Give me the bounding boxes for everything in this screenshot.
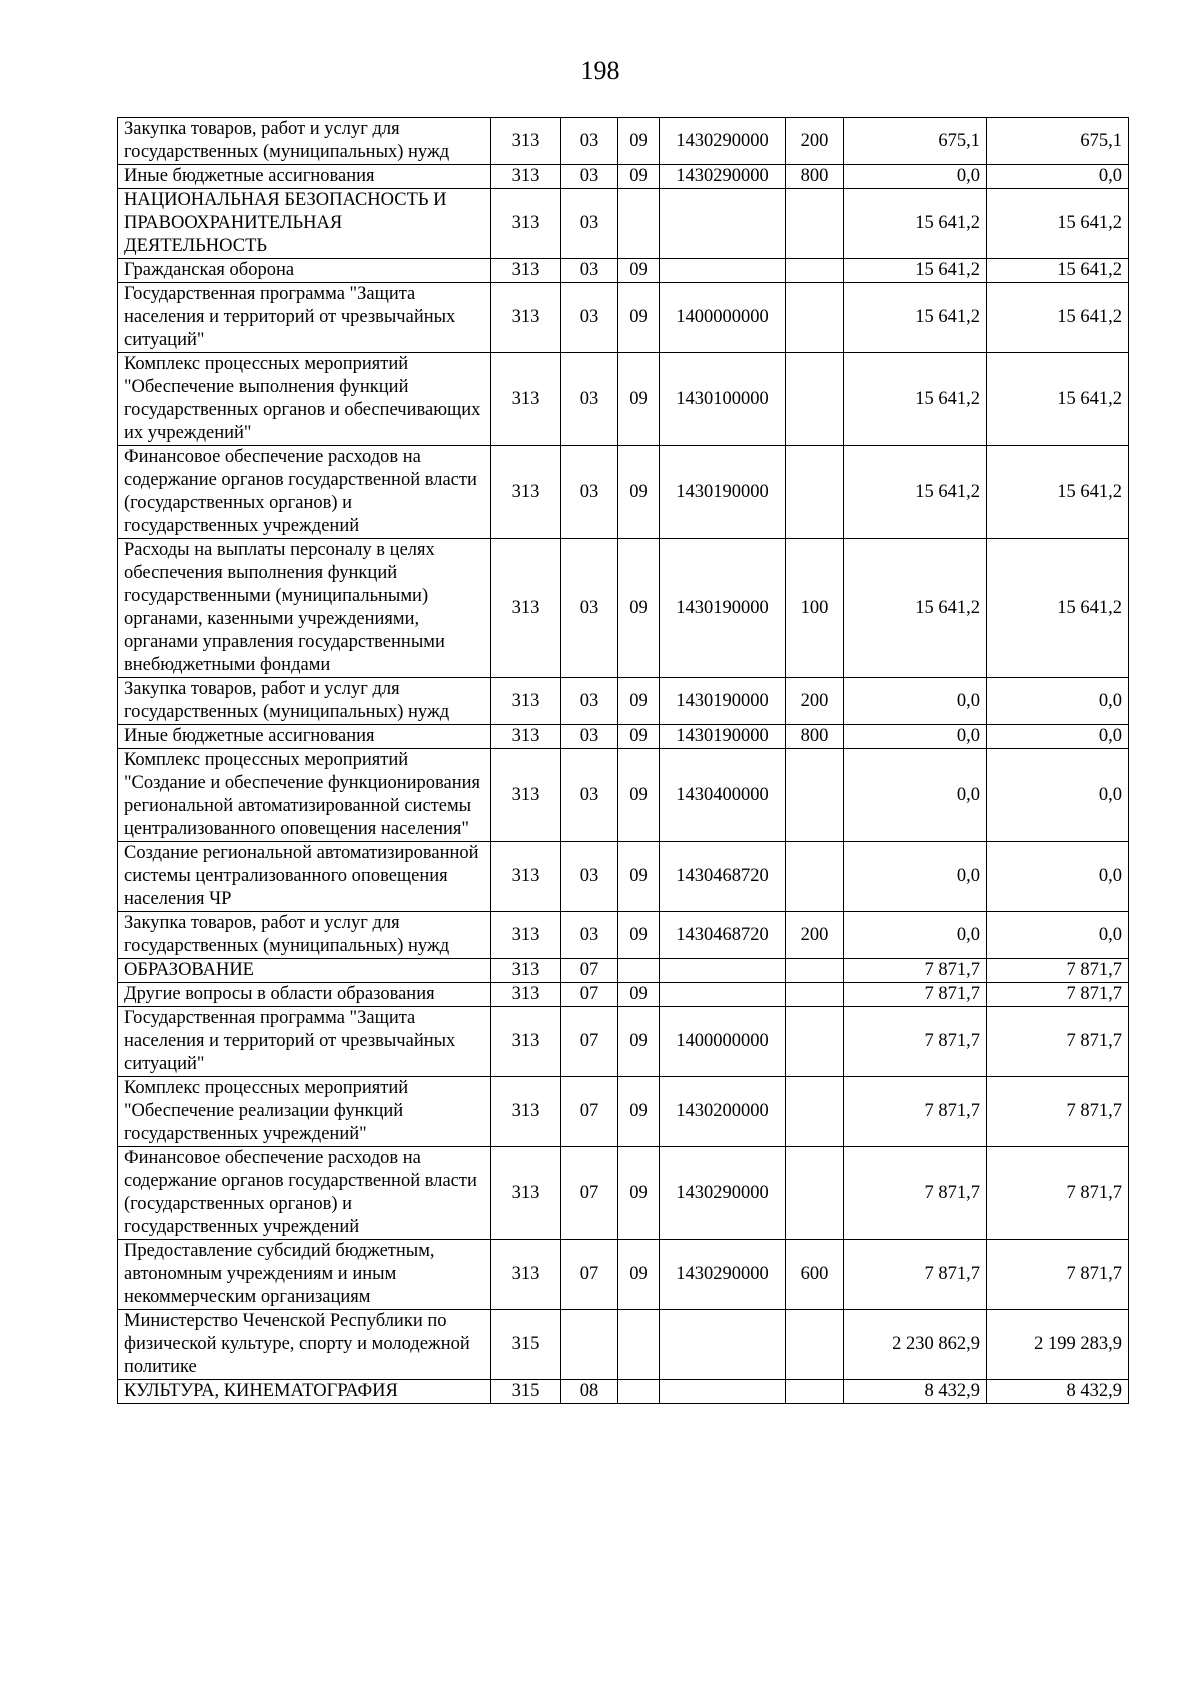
- cell-rz: 03: [561, 118, 618, 165]
- cell-vr: 200: [786, 678, 844, 725]
- cell-sum-2: 7 871,7: [987, 1240, 1129, 1310]
- cell-name: Министерство Чеченской Республики по физической культуре, спорту и молодежной политике: [118, 1310, 491, 1380]
- cell-sum-2: 0,0: [987, 912, 1129, 959]
- cell-ved: 313: [491, 259, 561, 283]
- cell-ved: 313: [491, 842, 561, 912]
- cell-rz: 07: [561, 1007, 618, 1077]
- cell-sum-2: 675,1: [987, 118, 1129, 165]
- cell-rz: 07: [561, 1077, 618, 1147]
- cell-name: Гражданская оборона: [118, 259, 491, 283]
- cell-sum-2: 15 641,2: [987, 446, 1129, 539]
- cell-csr: 1430400000: [660, 749, 786, 842]
- table-row: [118, 678, 1129, 725]
- cell-sum-1: 15 641,2: [844, 259, 987, 283]
- cell-name: Комплекс процессных мероприятий "Обеспечение реализации функций государственных учреждений": [118, 1077, 491, 1147]
- cell-sum-1: 8 432,9: [844, 1380, 987, 1404]
- cell-pr: 09: [618, 1077, 660, 1147]
- table-row: [118, 842, 1129, 912]
- cell-vr: [786, 1310, 844, 1380]
- cell-ved: 313: [491, 983, 561, 1007]
- cell-sum-1: 0,0: [844, 842, 987, 912]
- cell-ved: 315: [491, 1380, 561, 1404]
- cell-rz: 03: [561, 725, 618, 749]
- cell-sum-1: 15 641,2: [844, 539, 987, 678]
- table-row: [118, 959, 1129, 983]
- cell-name: Предоставление субсидий бюджетным, автономным учреждениям и иным некоммерческим организациям: [118, 1240, 491, 1310]
- cell-sum-1: 675,1: [844, 118, 987, 165]
- cell-pr: 09: [618, 1240, 660, 1310]
- cell-sum-2: 0,0: [987, 725, 1129, 749]
- cell-vr: 200: [786, 912, 844, 959]
- cell-sum-1: 2 230 862,9: [844, 1310, 987, 1380]
- cell-rz: 07: [561, 983, 618, 1007]
- cell-sum-2: 0,0: [987, 842, 1129, 912]
- cell-vr: [786, 353, 844, 446]
- cell-ved: 313: [491, 678, 561, 725]
- cell-vr: 200: [786, 118, 844, 165]
- cell-pr: [618, 189, 660, 259]
- cell-name: Комплекс процессных мероприятий "Создание и обеспечение функционирования региональной автоматизированной системы централизованного оповещения населения": [118, 749, 491, 842]
- cell-csr: [660, 259, 786, 283]
- cell-sum-2: 0,0: [987, 165, 1129, 189]
- cell-csr: 1430290000: [660, 165, 786, 189]
- cell-vr: 100: [786, 539, 844, 678]
- cell-pr: 09: [618, 749, 660, 842]
- cell-name: Финансовое обеспечение расходов на содержание органов государственной власти (государственных органов) и государственных учреждений: [118, 1147, 491, 1240]
- cell-ved: 313: [491, 353, 561, 446]
- cell-ved: 313: [491, 912, 561, 959]
- cell-vr: 800: [786, 725, 844, 749]
- table-row: [118, 1240, 1129, 1310]
- cell-csr: [660, 959, 786, 983]
- table-row: [118, 749, 1129, 842]
- cell-name: Закупка товаров, работ и услуг для государственных (муниципальных) нужд: [118, 678, 491, 725]
- cell-pr: [618, 1310, 660, 1380]
- cell-ved: 315: [491, 1310, 561, 1380]
- cell-name: Другие вопросы в области образования: [118, 983, 491, 1007]
- table-row: [118, 353, 1129, 446]
- cell-csr: [660, 189, 786, 259]
- cell-sum-2: 15 641,2: [987, 259, 1129, 283]
- cell-csr: 1430468720: [660, 842, 786, 912]
- cell-vr: [786, 983, 844, 1007]
- cell-sum-1: 7 871,7: [844, 1077, 987, 1147]
- cell-rz: 03: [561, 446, 618, 539]
- cell-sum-2: 15 641,2: [987, 189, 1129, 259]
- table-row: [118, 1310, 1129, 1380]
- cell-sum-2: 15 641,2: [987, 283, 1129, 353]
- table-row: [118, 983, 1129, 1007]
- cell-ved: 313: [491, 283, 561, 353]
- table-row: [118, 725, 1129, 749]
- cell-sum-2: 7 871,7: [987, 1147, 1129, 1240]
- cell-vr: [786, 959, 844, 983]
- cell-vr: [786, 259, 844, 283]
- cell-sum-2: 7 871,7: [987, 1007, 1129, 1077]
- cell-rz: 03: [561, 353, 618, 446]
- cell-rz: 07: [561, 1240, 618, 1310]
- cell-rz: 07: [561, 959, 618, 983]
- cell-rz: 03: [561, 259, 618, 283]
- cell-vr: [786, 1007, 844, 1077]
- cell-rz: 03: [561, 189, 618, 259]
- cell-pr: 09: [618, 165, 660, 189]
- cell-sum-1: 7 871,7: [844, 959, 987, 983]
- cell-name: Государственная программа "Защита населения и территорий от чрезвычайных ситуаций": [118, 1007, 491, 1077]
- cell-sum-2: 15 641,2: [987, 353, 1129, 446]
- table-row: [118, 259, 1129, 283]
- cell-csr: 1430290000: [660, 118, 786, 165]
- cell-sum-1: 7 871,7: [844, 1007, 987, 1077]
- cell-rz: 03: [561, 912, 618, 959]
- cell-rz: 07: [561, 1147, 618, 1240]
- cell-ved: 313: [491, 118, 561, 165]
- cell-ved: 313: [491, 446, 561, 539]
- cell-csr: 1430200000: [660, 1077, 786, 1147]
- cell-sum-1: 0,0: [844, 912, 987, 959]
- cell-sum-1: 15 641,2: [844, 189, 987, 259]
- cell-name: Создание региональной автоматизированной системы централизованного оповещения населения ЧР: [118, 842, 491, 912]
- cell-name: Закупка товаров, работ и услуг для государственных (муниципальных) нужд: [118, 118, 491, 165]
- table-row: [118, 446, 1129, 539]
- cell-ved: 313: [491, 1240, 561, 1310]
- table-row: [118, 283, 1129, 353]
- table-row: [118, 1077, 1129, 1147]
- cell-sum-2: 7 871,7: [987, 959, 1129, 983]
- cell-vr: 600: [786, 1240, 844, 1310]
- cell-rz: 03: [561, 749, 618, 842]
- cell-sum-1: 7 871,7: [844, 1240, 987, 1310]
- cell-vr: 800: [786, 165, 844, 189]
- cell-vr: [786, 446, 844, 539]
- cell-sum-2: 0,0: [987, 749, 1129, 842]
- cell-sum-1: 7 871,7: [844, 983, 987, 1007]
- cell-vr: [786, 749, 844, 842]
- cell-pr: 09: [618, 725, 660, 749]
- cell-sum-1: 0,0: [844, 749, 987, 842]
- cell-sum-2: 15 641,2: [987, 539, 1129, 678]
- table-row: [118, 118, 1129, 165]
- cell-rz: 03: [561, 165, 618, 189]
- cell-name: Иные бюджетные ассигнования: [118, 725, 491, 749]
- cell-name: КУЛЬТУРА, КИНЕМАТОГРАФИЯ: [118, 1380, 491, 1404]
- cell-pr: [618, 1380, 660, 1404]
- cell-ved: 313: [491, 749, 561, 842]
- cell-pr: 09: [618, 678, 660, 725]
- cell-name: Расходы на выплаты персоналу в целях обеспечения выполнения функций государственными (муниципальными) органами, казенными учреждениями, органами управления государственными внебюджетными фондами: [118, 539, 491, 678]
- budget-table: [117, 117, 1129, 1404]
- cell-name: ОБРАЗОВАНИЕ: [118, 959, 491, 983]
- cell-csr: 1400000000: [660, 283, 786, 353]
- table-row: [118, 165, 1129, 189]
- cell-vr: [786, 842, 844, 912]
- cell-vr: [786, 283, 844, 353]
- cell-pr: [618, 959, 660, 983]
- cell-pr: 09: [618, 539, 660, 678]
- cell-pr: 09: [618, 1147, 660, 1240]
- cell-ved: 313: [491, 1077, 561, 1147]
- cell-name: НАЦИОНАЛЬНАЯ БЕЗОПАСНОСТЬ И ПРАВООХРАНИТЕЛЬНАЯ ДЕЯТЕЛЬНОСТЬ: [118, 189, 491, 259]
- table-row: [118, 1380, 1129, 1404]
- cell-ved: 313: [491, 165, 561, 189]
- table-row: [118, 1147, 1129, 1240]
- cell-csr: 1430190000: [660, 539, 786, 678]
- cell-sum-2: 7 871,7: [987, 1077, 1129, 1147]
- cell-csr: 1430190000: [660, 678, 786, 725]
- cell-rz: 03: [561, 842, 618, 912]
- cell-ved: 313: [491, 725, 561, 749]
- cell-csr: [660, 1310, 786, 1380]
- cell-sum-2: 2 199 283,9: [987, 1310, 1129, 1380]
- cell-sum-1: 7 871,7: [844, 1147, 987, 1240]
- cell-csr: [660, 983, 786, 1007]
- cell-ved: 313: [491, 1007, 561, 1077]
- cell-csr: 1400000000: [660, 1007, 786, 1077]
- cell-pr: 09: [618, 842, 660, 912]
- cell-csr: 1430290000: [660, 1147, 786, 1240]
- cell-name: Иные бюджетные ассигнования: [118, 165, 491, 189]
- cell-pr: 09: [618, 983, 660, 1007]
- table-row: [118, 189, 1129, 259]
- cell-rz: 08: [561, 1380, 618, 1404]
- cell-rz: 03: [561, 283, 618, 353]
- cell-vr: [786, 189, 844, 259]
- cell-rz: 03: [561, 539, 618, 678]
- cell-sum-1: 0,0: [844, 725, 987, 749]
- cell-name: Финансовое обеспечение расходов на содержание органов государственной власти (государственных органов) и государственных учреждений: [118, 446, 491, 539]
- cell-ved: 313: [491, 959, 561, 983]
- cell-pr: 09: [618, 1007, 660, 1077]
- cell-rz: 03: [561, 678, 618, 725]
- cell-pr: 09: [618, 118, 660, 165]
- table-row: [118, 539, 1129, 678]
- table-row: [118, 1007, 1129, 1077]
- cell-ved: 313: [491, 1147, 561, 1240]
- cell-csr: 1430190000: [660, 725, 786, 749]
- cell-name: Государственная программа "Защита населения и территорий от чрезвычайных ситуаций": [118, 283, 491, 353]
- cell-csr: 1430100000: [660, 353, 786, 446]
- page-number: 198: [580, 56, 620, 85]
- cell-pr: 09: [618, 446, 660, 539]
- cell-sum-1: 15 641,2: [844, 353, 987, 446]
- cell-vr: [786, 1077, 844, 1147]
- table-row: [118, 912, 1129, 959]
- cell-sum-1: 15 641,2: [844, 283, 987, 353]
- cell-sum-2: 8 432,9: [987, 1380, 1129, 1404]
- cell-csr: 1430290000: [660, 1240, 786, 1310]
- cell-pr: 09: [618, 912, 660, 959]
- cell-ved: 313: [491, 539, 561, 678]
- cell-sum-1: 0,0: [844, 165, 987, 189]
- cell-csr: 1430468720: [660, 912, 786, 959]
- cell-pr: 09: [618, 353, 660, 446]
- cell-sum-1: 0,0: [844, 678, 987, 725]
- cell-sum-2: 7 871,7: [987, 983, 1129, 1007]
- cell-name: Закупка товаров, работ и услуг для государственных (муниципальных) нужд: [118, 912, 491, 959]
- cell-csr: 1430190000: [660, 446, 786, 539]
- cell-csr: [660, 1380, 786, 1404]
- cell-vr: [786, 1380, 844, 1404]
- cell-ved: 313: [491, 189, 561, 259]
- cell-vr: [786, 1147, 844, 1240]
- cell-pr: 09: [618, 259, 660, 283]
- cell-rz: [561, 1310, 618, 1380]
- cell-name: Комплекс процессных мероприятий "Обеспечение выполнения функций государственных органов и обеспечивающих их учреждений": [118, 353, 491, 446]
- cell-sum-1: 15 641,2: [844, 446, 987, 539]
- cell-sum-2: 0,0: [987, 678, 1129, 725]
- table-body: [118, 118, 1129, 1404]
- cell-pr: 09: [618, 283, 660, 353]
